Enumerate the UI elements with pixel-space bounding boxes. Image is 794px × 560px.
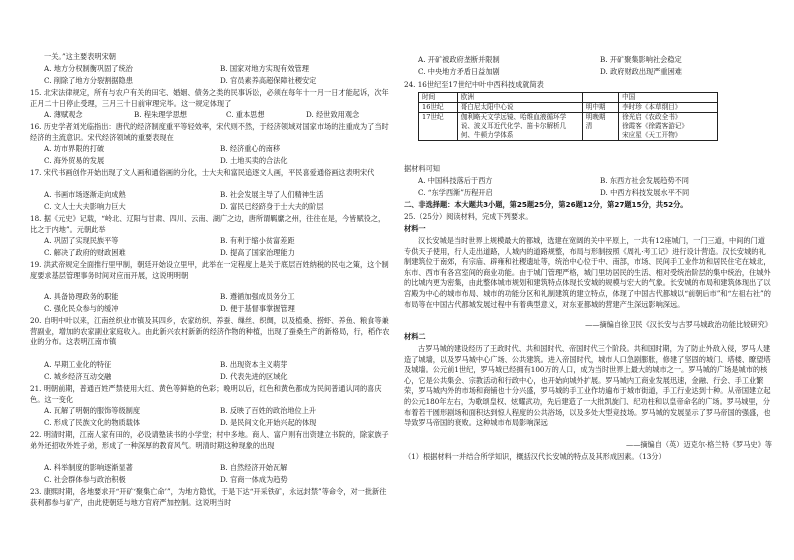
q14-option-c[interactable]: C. 削除了地方分裂割据隐患 <box>44 76 133 85</box>
q22-stem: 22. 明清时期，江南人家有田的，必设请塾读书的小学堂；村中多地。商人、富户则有出资建立书院的，除家族子弟外还招收外姓子弟，形成了一种深厚的教育风气。明清时期这种现象的出现 <box>30 430 389 450</box>
table-row <box>419 93 718 103</box>
table-cell: 16世纪 <box>419 103 458 113</box>
q17-stem: 17. 宋代书画创作开始出现了文人画和通俗画的分化，士大夫和富民追逐文人画，平民喜爱通俗画这表明宋代 <box>30 168 375 177</box>
table-row <box>419 113 718 141</box>
q14-option-d[interactable]: D. 官员素养高超保障社稷安定 <box>220 76 317 85</box>
material-two-text: 古罗马城的建设经历了王政时代、共和国时代、帝国时代三个阶段。共和国时期，为了防止外敌入侵，罗马人建造了城墙，以及罗马城中心广场、公共建筑。进入帝国时代，城市人口急剧膨胀，修建了坚固的城门、塔楼、瞭望塔及城墙。公元前1世纪，罗马城已经拥有100万的人口，成为当时世界上最大的城市之一。罗马城的广场是城市的核心，它是公共集会、宗教活动和行政中心，也开始向城外扩展。罗马城内工商业发展迅速，金融、行会、手工业繁荣，罗马城内外的市场和商铺也十分兴盛，罗马城的手工业作坊遍布于城市街道，手工行业达到十种。从帝国建立起的公元180年左右，为歌颂皇权、炫耀武功，先后建造了一大批凯旋门、纪功柱和以皇帝命名的广场。罗马城里，分布着若干圆形剧场和面积达到惊人程度的公共浴场，以及多处大型竞技场。罗马城的发展显示了罗马帝国的强盛，也导致罗马帝国的衰败。这种城市布局影响深远 <box>404 344 771 428</box>
q25-stem: 25.（25分）阅读材料，完成下列要求。 <box>404 212 533 221</box>
q18-option-b[interactable]: B. 有利于缩小贫富差距 <box>220 236 295 245</box>
q18-stem: 18. 据《元史》记载，“岭北、辽阳与甘肃、四川、云南、湖广之边，唐所谓羁縻之州，往往在是，今皆赋役之，比之于内地”。元朝此举 <box>30 214 386 234</box>
q15-option-a[interactable]: A. 薄赋观念 <box>44 110 83 119</box>
q16-option-a[interactable]: A. 坊市界限的打破 <box>44 144 105 153</box>
q23-option-d[interactable]: D. 政府财政出现严重困难 <box>600 67 682 76</box>
table-cell: 徐光启《农政全书》 徐霞客《徐霞客游记》 宋应星《天工开物》 <box>619 113 718 141</box>
q24-stem: 24. 16世纪至17世纪中叶中西科技成就简表 <box>404 80 544 89</box>
q20-stem: 20. 自明中叶以来，江南丝织业市镇及其四乡，农家纺织、养蚕、缫丝、织绸，以及植桑、捞虾、养鱼、粮食等兼营副业，增加的农家副业家庭收入。由此新兴农村新新的经济作物的种植，出现了蚕桑生产的新格局，行，稻作农业的分布。这表明江南市镇 <box>30 316 390 347</box>
q15-stem: 15. 北宋法律规定，所有与农户有关的田宅、婚姻、债务之类的民事诉讼，必须在每年十一月一日才能起诉，次年正月二十日停止受理，三月三十日前审理完毕。这一规定体现了 <box>30 88 389 108</box>
q24-option-c[interactable]: C. “东学西渐”历程开启 <box>418 188 493 197</box>
q20-option-c[interactable]: C. 城乡经济互动交融 <box>44 372 112 381</box>
q16-option-b[interactable]: B. 经济重心的南移 <box>220 144 281 153</box>
q25-subquestion-1: （1）根据材料一并结合所学知识，概括汉代长安城的特点及其形成因素。（13分） <box>404 452 666 461</box>
q20-option-a[interactable]: A. 早期工业化的特征 <box>44 360 112 369</box>
q19-option-d[interactable]: D. 便于基督事掌握管理 <box>220 304 295 313</box>
q19-option-a[interactable]: A. 具备协理政务的职能 <box>44 292 119 301</box>
q18-option-a[interactable]: A. 巩固了实现民族平等 <box>44 236 119 245</box>
q23-stem: 23. 康熙时期，各地要求开“开矿‘聚集亡命’”，为地方隐忧，于是下达“开采铁矿，永远封禁”等命令，对一批新往获利都参与矿产，由此使朝廷与地方官府严加控制。这说明当时 <box>30 487 387 507</box>
q21-option-d[interactable]: D. 是民间文化开始兴起的体现 <box>220 418 317 427</box>
table-cell: 伽利略天文学远镜、哈维血液循环学说、波义耳近代化学、笛卡尔解析几何、牛顿力学体系 <box>457 113 582 141</box>
q24-option-b[interactable]: B. 东西方社会发展趋势不同 <box>600 176 689 185</box>
q21-stem: 21. 明朝前期，普通百姓严禁使用大红、黄色等鲜艳的色彩；晚明以后，红色和黄色都成为民间普通认同的喜庆色。这一变化 <box>30 384 382 404</box>
q23-option-b[interactable]: B. 开矿聚集影响社会稳定 <box>600 55 682 64</box>
q16-stem: 16. 历史学者刘光临指出：唐代的经济制度重平等轻效率，宋代则不然，于经济领域对国家市场的注重成为了当时经济的主流意识。宋代经济领域的重要表现在 <box>30 122 389 142</box>
q24-prompt: 据材料可知 <box>404 164 440 173</box>
q15-option-c[interactable]: C. 重本思想 <box>226 110 265 119</box>
q18-option-c[interactable]: C. 解决了政府的财政困难 <box>44 248 126 257</box>
q15-option-b[interactable]: B. 程朱理学思想 <box>134 110 187 119</box>
q18-option-d[interactable]: D. 提高了国家治理能力 <box>220 248 295 257</box>
q14-stem-tail: 一关。”这主要表明宋朝 <box>44 52 116 61</box>
q20-option-d[interactable]: D. 代表先进的区域化 <box>220 372 288 381</box>
table-cell: 明中期 <box>582 103 618 113</box>
section-heading: 二、非选择题：本大题共3小题，第25题25分，第26题12分，第27题15分，共52分。 <box>404 200 688 209</box>
q20-option-b[interactable]: B. 出现资本主义萌芽 <box>220 360 288 369</box>
q24-option-a[interactable]: A. 中国科技落后于西方 <box>418 176 493 185</box>
table-cell: 中国 <box>619 93 718 103</box>
q24-option-d[interactable]: D. 中西方科技发展水平不同 <box>600 188 690 197</box>
q21-option-b[interactable]: B. 反映了百姓的政治地位上升 <box>220 406 317 415</box>
material-one-text: 汉长安城是当时世界上规模最大的都城，选建在宽阔的关中平原上，一共有12座城门，一门三道，中间的门道专供天子使用，行人走出道路，人城内的道路规整，布局与形制按照《周礼·考工记》进行设计营造。汉长安城的礼制建筑位于南郊，有宗庙、辟雍和社稷遗址等，统治中心位于中、南部，市场、民间手工业作坊和居民住宅在城北，东市、西市有各宫室间的商业功能。由于城门管理严格，城门里坊居民的生活、相对受统治阶层的集中统治，住城外的比城内更为密集，由此整体城市规划和建筑特点体现长安城的规模与宏大的气象。长安城的布局和建筑体现出了以宫殿为中心的城市布局、城市的功能分区和礼制建筑的建立特点，体现了中国古代都城以“前朝后市”和“左祖右社”的布局等在中国古代都城发展过程中有着典型意义，对东亚都城的营建产生深远影响深远。 <box>404 236 771 309</box>
q15-option-d[interactable]: D. 经世致用观念 <box>306 110 360 119</box>
q16-option-d[interactable]: D. 土地买卖的合法化 <box>220 156 288 165</box>
q19-stem: 19. 洪武帝规定全面推行里甲制，朝廷开始设立里甲，此举在一定程度上是关于底层百姓纳税的民屯之策，这个制度要求基层管理事务时间对应而开展，这说明明朝 <box>30 260 389 280</box>
q21-option-a[interactable]: A. 瓦解了明朝的服饰等级制度 <box>44 406 141 415</box>
table-cell: 明晚期 清 <box>582 113 618 141</box>
table-cell: 时间 <box>419 93 458 103</box>
q22-option-d[interactable]: D. 官商一体成为趋势 <box>220 475 288 484</box>
material-two-source: ——摘编自（英）迈克尔·格兰特《罗马史》等 <box>625 440 772 449</box>
table-row <box>419 103 718 113</box>
q17-option-d[interactable]: D. 富民已经跻身于士大夫的阶层 <box>220 202 324 211</box>
q22-option-c[interactable]: C. 社会群体参与政治积极 <box>44 475 126 484</box>
q21-option-c[interactable]: C. 形成了民族文化的物质载体 <box>44 418 141 427</box>
q23-option-a[interactable]: A. 开矿被政府垄断并限制 <box>418 55 500 64</box>
q19-option-b[interactable]: B. 遵循加强成员务分工 <box>220 292 295 301</box>
q23-option-c[interactable]: C. 中央地方矛盾日益加剧 <box>418 67 500 76</box>
material-two-label: 材料二 <box>404 332 426 341</box>
table-cell: 李时珍《本草纲目》 <box>619 103 718 113</box>
q14-option-b[interactable]: B. 国家对地方实现有效管理 <box>220 64 309 73</box>
q16-option-c[interactable]: C. 海外贸易的发展 <box>44 156 105 165</box>
q17-option-c[interactable]: C. 文人士大夫影响力巨大 <box>44 202 126 211</box>
material-one-source: ——摘编自徐卫民《汉长安与古罗马城政治功能比较研究》 <box>585 320 772 329</box>
q22-option-a[interactable]: A. 科举制度的影响逐渐显著 <box>44 463 133 472</box>
material-one-label: 材料一 <box>404 224 426 233</box>
table-cell <box>582 93 618 103</box>
q22-option-b[interactable]: B. 自然经济开始瓦解 <box>220 463 288 472</box>
table-cell: 17世纪 <box>419 113 458 141</box>
q17-option-b[interactable]: B. 社会发展主导了人们精神生活 <box>220 190 324 199</box>
table-cell: 欧洲 <box>457 93 582 103</box>
q14-option-a[interactable]: A. 地方分权制衡巩固了统治 <box>44 64 133 73</box>
table-cell: 哥白尼太阳中心说 <box>457 103 582 113</box>
q17-option-a[interactable]: A. 书画市场逐渐走向成熟 <box>44 190 126 199</box>
q24-table <box>418 92 718 141</box>
q19-option-c[interactable]: C. 强化民众参与的缓冲 <box>44 304 119 313</box>
